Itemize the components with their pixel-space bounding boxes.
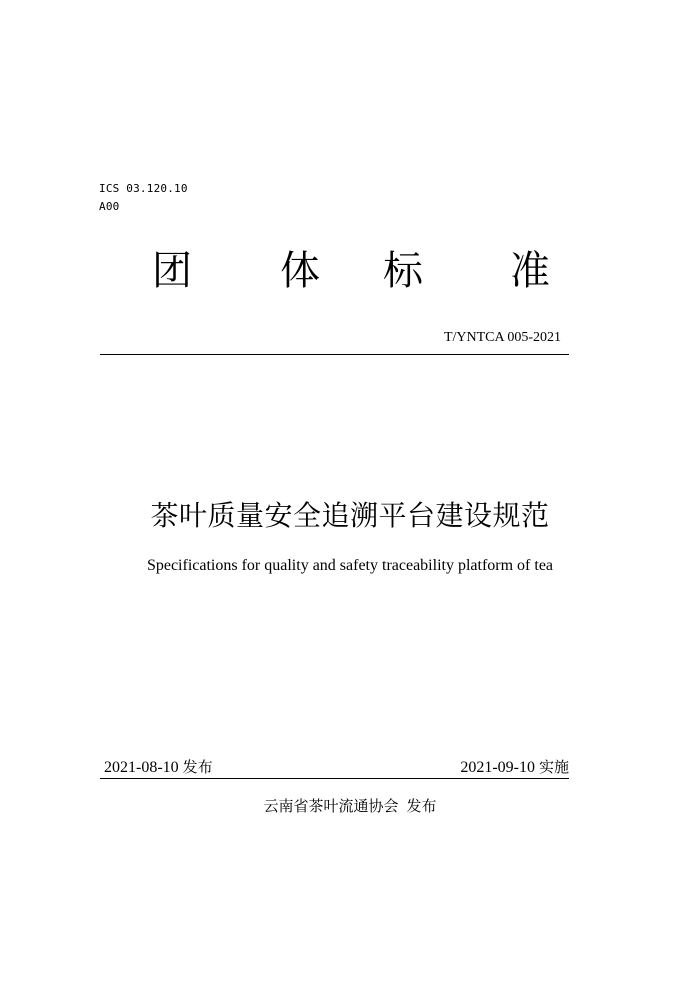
publish-date-label: 发布 <box>182 758 213 776</box>
bottom-divider <box>100 778 569 779</box>
ics-code: ICS 03.120.10 <box>99 182 188 195</box>
standard-type-heading <box>150 246 560 296</box>
standard-type-char: 团 <box>152 248 192 294</box>
standard-type-char: 标 <box>383 248 423 294</box>
standard-number: T/YNTCA 005-2021 <box>443 330 561 345</box>
implement-date-label: 实施 <box>538 758 569 776</box>
implement-date-value: 2021-09-10 <box>460 759 535 776</box>
standard-type-char: 体 <box>280 248 320 294</box>
publish-date-value: 2021-08-10 <box>104 759 179 776</box>
issuer-organization: 云南省茶叶流通协会 <box>263 797 399 815</box>
title-chinese: 茶叶质量安全追溯平台建设规范 <box>150 499 550 532</box>
standard-type-char: 准 <box>510 248 550 294</box>
ccs-code: A00 <box>99 200 120 213</box>
top-divider <box>100 354 569 355</box>
issuer-action: 发布 <box>406 797 437 815</box>
title-english: Specifications for quality and safety traceability platform of tea <box>146 557 554 574</box>
publish-date <box>104 756 213 777</box>
issuer <box>0 795 700 816</box>
implement-date <box>460 756 569 777</box>
